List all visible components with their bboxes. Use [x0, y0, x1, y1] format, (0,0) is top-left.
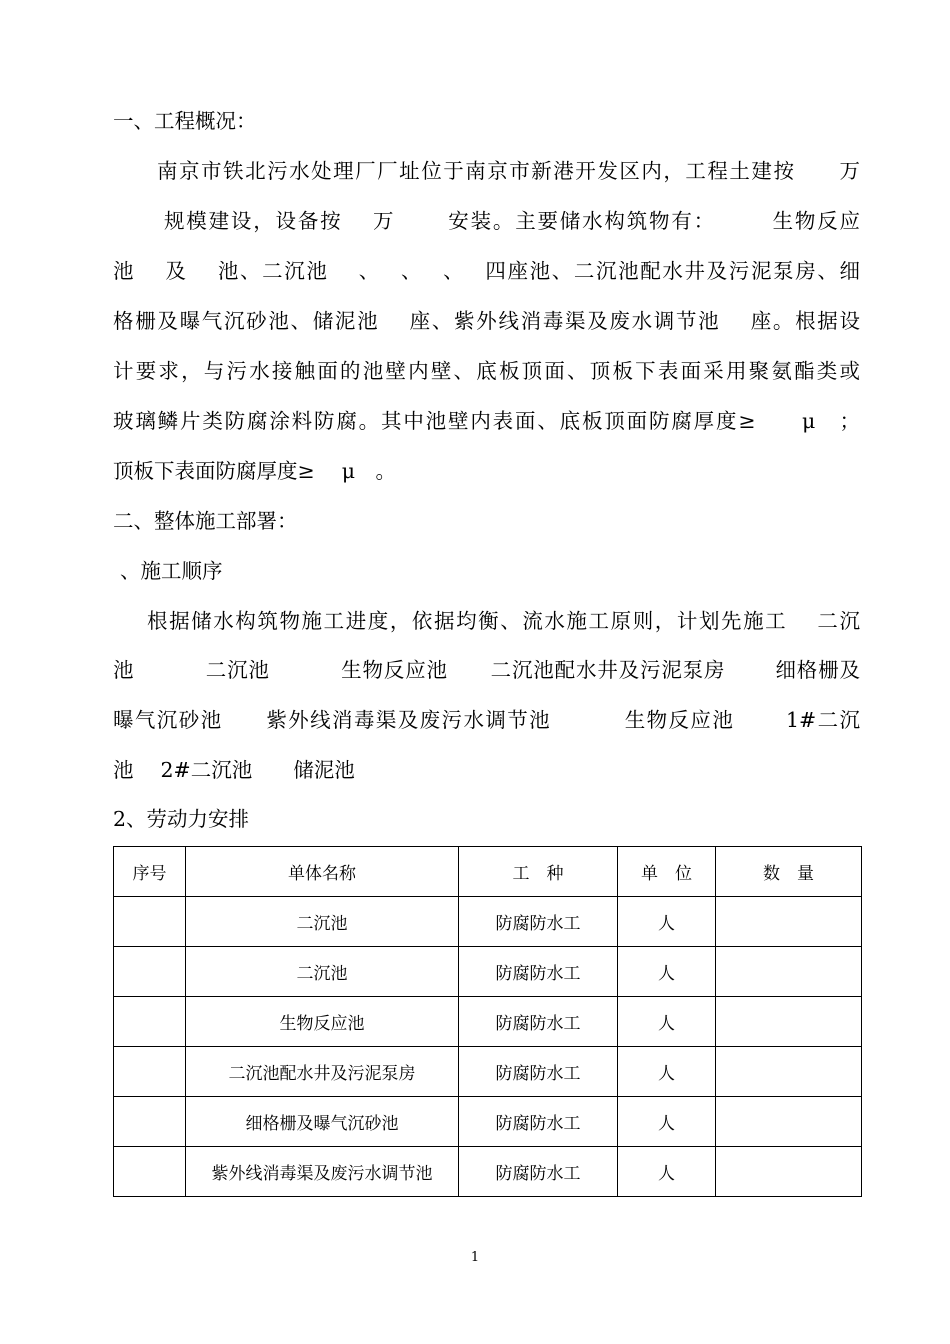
sequence-line-2: 池 二沉池 生物反应池 二沉池配水井及污泥泵房 细格栅及	[113, 658, 860, 682]
cell-quantity	[716, 997, 862, 1047]
cell-quantity	[716, 1047, 862, 1097]
cell-trade: 防腐防水工	[459, 1047, 618, 1097]
cell-seq	[114, 947, 186, 997]
labor-arrangement-heading: 2、劳动力安排	[113, 807, 250, 831]
section1-line-5: 计要求，与污水接触面的池壁内壁、底板顶面、顶板下表面采用聚氨酯类或	[113, 359, 860, 383]
header-unit: 单 位	[618, 847, 716, 897]
table-row	[114, 897, 862, 947]
cell-unit: 人	[618, 947, 716, 997]
cell-trade: 防腐防水工	[459, 997, 618, 1047]
cell-unit: 人	[618, 1097, 716, 1147]
cell-unit-name: 细格栅及曝气沉砂池	[186, 1097, 459, 1147]
cell-quantity	[716, 1097, 862, 1147]
cell-seq	[114, 897, 186, 947]
sequence-line-3: 曝气沉砂池 紫外线消毒渠及废污水调节池 生物反应池 1#二沉	[113, 708, 860, 732]
cell-seq	[114, 1097, 186, 1147]
cell-unit: 人	[618, 1047, 716, 1097]
section1-line-6: 玻璃鳞片类防腐涂料防腐。其中池壁内表面、底板顶面防腐厚度≥ μ ；	[113, 409, 860, 433]
table-row	[114, 1097, 862, 1147]
table-row	[114, 1047, 862, 1097]
header-seq: 序号	[114, 847, 186, 897]
table-row	[114, 997, 862, 1047]
cell-unit-name: 紫外线消毒渠及废污水调节池	[186, 1147, 459, 1197]
cell-trade: 防腐防水工	[459, 1097, 618, 1147]
header-trade: 工 种	[459, 847, 618, 897]
section1-line-3: 池 及 池、二沉池 、 、 、 四座池、二沉池配水井及污泥泵房、细	[113, 259, 860, 283]
table-header-row	[114, 847, 862, 897]
cell-quantity	[716, 897, 862, 947]
cell-quantity	[716, 1147, 862, 1197]
sequence-line-4: 池 2#二沉池 储泥池	[113, 758, 355, 782]
cell-unit: 人	[618, 997, 716, 1047]
cell-seq	[114, 1047, 186, 1097]
cell-seq	[114, 1147, 186, 1197]
cell-unit-name: 生物反应池	[186, 997, 459, 1047]
table-row	[114, 1147, 862, 1197]
cell-unit: 人	[618, 897, 716, 947]
cell-unit-name: 二沉池配水井及污泥泵房	[186, 1047, 459, 1097]
section1-line-7: 顶板下表面防腐厚度≥ μ 。	[113, 459, 397, 483]
section1-heading: 一、工程概况：	[113, 109, 257, 133]
cell-trade: 防腐防水工	[459, 897, 618, 947]
construction-sequence-heading: 、施工顺序	[120, 559, 223, 583]
cell-trade: 防腐防水工	[459, 1147, 618, 1197]
labor-table	[113, 846, 862, 1197]
page-number: 1	[470, 1250, 480, 1265]
cell-unit: 人	[618, 1147, 716, 1197]
header-quantity: 数 量	[716, 847, 862, 897]
cell-unit-name: 二沉池	[186, 947, 459, 997]
table-row	[114, 947, 862, 997]
section2-heading: 二、整体施工部署：	[113, 509, 298, 533]
cell-quantity	[716, 947, 862, 997]
cell-unit-name: 二沉池	[186, 897, 459, 947]
cell-trade: 防腐防水工	[459, 947, 618, 997]
cell-seq	[114, 997, 186, 1047]
header-unit-name: 单体名称	[186, 847, 459, 897]
sequence-line-1: 根据储水构筑物施工进度，依据均衡、流水施工原则，计划先施工 二沉	[147, 609, 860, 633]
section1-line-4: 格栅及曝气沉砂池、储泥池 座、紫外线消毒渠及废水调节池 座。根据设	[113, 309, 860, 333]
section1-line-1: 南京市铁北污水处理厂厂址位于南京市新港开发区内，工程土建按 万	[157, 159, 860, 183]
section1-line-2: 规模建设，设备按 万 安装。主要储水构筑物有： 生物反应	[164, 209, 860, 233]
